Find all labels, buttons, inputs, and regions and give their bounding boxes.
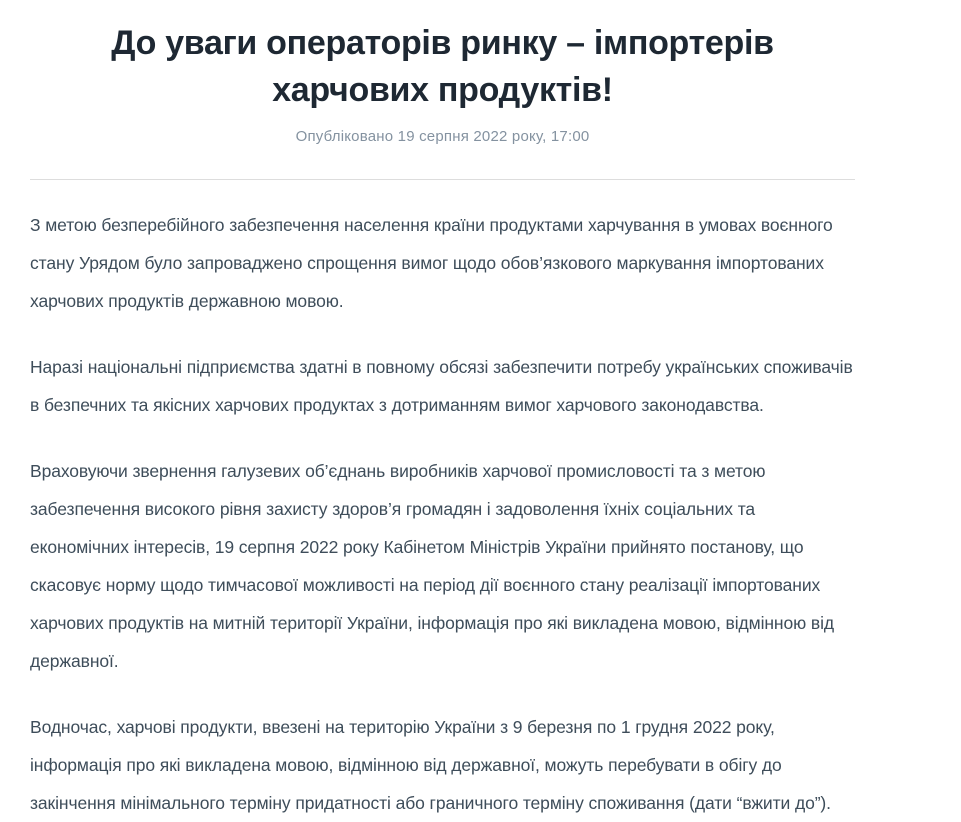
article	[30, 20, 855, 822]
content-divider	[30, 179, 855, 180]
page-title: До уваги операторів ринку – імпортерів харчових продуктів!	[111, 24, 774, 109]
paragraph-2: Наразі національні підприємства здатні в повному обсязі забезпечити потребу українських споживачів в безпечних та якісних харчових продуктах з дотриманням вимог харчового законодавства.	[30, 357, 853, 415]
paragraph-4: Водночас, харчові продукти, ввезені на територію України з 9 березня по 1 грудня 2022 року, інформація про які викладена мовою, відмінною від державної, можуть перебувати в обігу до закінчення мінімального терміну придатності або граничного терміну споживання (дати “вжити до”).	[30, 717, 831, 813]
paragraph-3: Враховуючи звернення галузевих об’єднань виробників харчової промисловості та з метою забезпечення високого рівня захисту здоров’я громадян і задоволення їхніх соціальних та економічних інтересів, 19 серпня 2022 року Кабінетом Міністрів України прийнято постанову, що скасовує норму щодо тимчасової можливості на період дії воєнного стану реалізації імпортованих харчових продуктів на митній території України, інформація про які викладена мовою, відмінною від державної.	[30, 461, 834, 671]
publish-date: Опубліковано 19 серпня 2022 року, 17:00	[295, 128, 590, 145]
article-body	[30, 206, 855, 822]
paragraph-1: З метою безперебійного забезпечення населення країни продуктами харчування в умовах воєнного стану Урядом було запроваджено спрощення вимог щодо обов’язкового маркування імпортованих харчових продуктів державною мовою.	[30, 215, 833, 311]
